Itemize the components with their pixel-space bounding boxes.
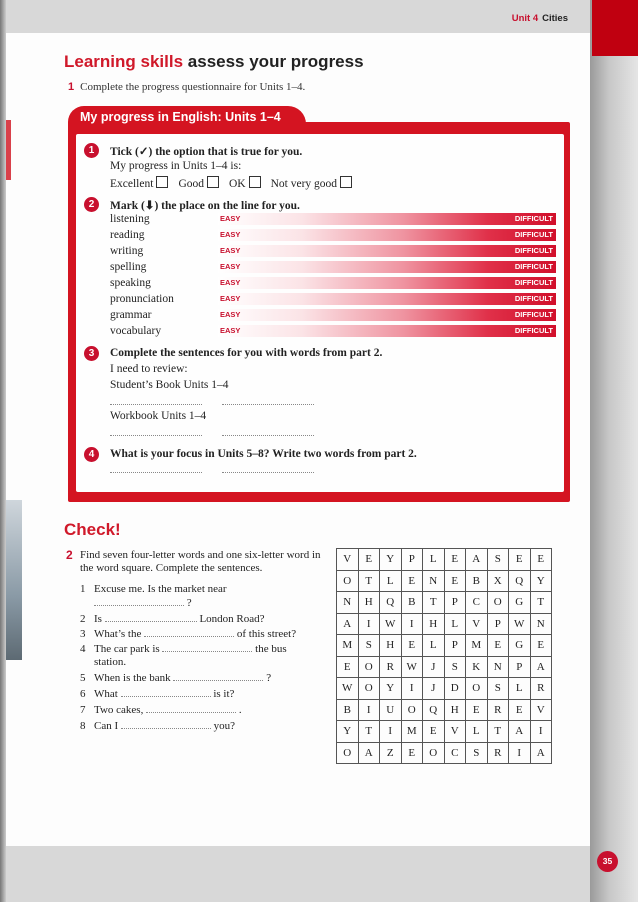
answer-gap[interactable]: [162, 642, 252, 652]
skill-speaking: speaking: [110, 277, 151, 289]
word-square-cell[interactable]: R: [530, 678, 552, 700]
title-rest: assess your progress: [187, 52, 364, 71]
margin-color-strip: [6, 120, 11, 180]
easy-label: EASY: [220, 294, 241, 303]
word-square-cell[interactable]: X: [487, 570, 509, 592]
scale-bar-pronunciation[interactable]: [218, 293, 556, 305]
word-square-cell[interactable]: B: [337, 699, 359, 721]
answer-gap[interactable]: [105, 612, 197, 622]
progress-options: [110, 176, 362, 190]
word-square-cell[interactable]: A: [358, 742, 380, 764]
word-square-cell[interactable]: E: [444, 549, 466, 571]
word-square-cell[interactable]: T: [530, 592, 552, 614]
word-square-cell[interactable]: P: [444, 592, 466, 614]
word-square-cell[interactable]: Y: [380, 678, 402, 700]
skill-writing: writing: [110, 245, 144, 257]
word-square-cell[interactable]: A: [530, 656, 552, 678]
word-square-cell[interactable]: E: [487, 635, 509, 657]
word-square-cell[interactable]: E: [401, 570, 423, 592]
word-square-cell[interactable]: P: [444, 635, 466, 657]
option-excellent-checkbox[interactable]: [156, 176, 168, 188]
answer-gap[interactable]: [146, 703, 236, 713]
word-square-cell[interactable]: I: [530, 721, 552, 743]
scale-bar-speaking[interactable]: [218, 277, 556, 289]
word-square-cell[interactable]: M: [401, 721, 423, 743]
word-square-cell[interactable]: Q: [509, 570, 531, 592]
answer-gap[interactable]: [121, 719, 211, 729]
word-square-cell[interactable]: H: [423, 613, 445, 635]
scale-bar-listening[interactable]: [218, 213, 556, 225]
option-ok-checkbox[interactable]: [249, 176, 261, 188]
word-square-cell[interactable]: Y: [530, 570, 552, 592]
word-square-cell[interactable]: B: [401, 592, 423, 614]
word-square-cell[interactable]: U: [380, 699, 402, 721]
section-1-number: 1: [84, 143, 99, 158]
word-square-cell[interactable]: E: [530, 635, 552, 657]
word-square-cell[interactable]: P: [509, 656, 531, 678]
word-square-cell[interactable]: D: [444, 678, 466, 700]
word-square-cell[interactable]: M: [466, 635, 488, 657]
word-square-cell[interactable]: V: [337, 549, 359, 571]
word-square-cell[interactable]: V: [530, 699, 552, 721]
sentence-4: 4 The car park is the bus: [80, 643, 287, 655]
word-square-cell[interactable]: C: [444, 742, 466, 764]
word-square-cell[interactable]: A: [509, 721, 531, 743]
word-square-cell[interactable]: Y: [380, 549, 402, 571]
word-square-cell[interactable]: L: [509, 678, 531, 700]
word-square-cell[interactable]: E: [530, 549, 552, 571]
word-square-row: [337, 656, 552, 678]
word-square: [336, 548, 552, 764]
skill-grammar: grammar: [110, 309, 152, 321]
scale-bar-spelling[interactable]: [218, 261, 556, 273]
word-square-cell[interactable]: W: [337, 678, 359, 700]
easy-label: EASY: [220, 278, 241, 287]
word-square-row: [337, 678, 552, 700]
scale-bar-reading[interactable]: [218, 229, 556, 241]
sentence-8: 8 Can I you?: [80, 720, 236, 732]
option-good-checkbox[interactable]: [207, 176, 219, 188]
section-3-heading: Complete the sentences for you with words from part 2.: [110, 347, 383, 359]
word-square-cell[interactable]: N: [530, 613, 552, 635]
word-square-cell[interactable]: Q: [380, 592, 402, 614]
answer-gap[interactable]: [94, 596, 184, 606]
exercise-number: 2: [66, 548, 73, 562]
word-square-cell[interactable]: W: [380, 613, 402, 635]
difficult-label: DIFFICULT: [514, 326, 553, 335]
word-square-cell[interactable]: P: [401, 549, 423, 571]
section-4-number: 4: [84, 447, 99, 462]
word-square-row: [337, 592, 552, 614]
word-square-cell[interactable]: L: [423, 635, 445, 657]
word-square-cell[interactable]: O: [337, 570, 359, 592]
word-square-row: [337, 635, 552, 657]
section-2-heading: Mark (⬇) the place on the line for you.: [110, 200, 300, 212]
section-1-heading: Tick (✓) the option that is true for you.: [110, 146, 303, 158]
skill-vocabulary: vocabulary: [110, 325, 162, 337]
page-edge: [590, 0, 638, 902]
section-3-line-2: Student’s Book Units 1–4: [110, 379, 229, 391]
word-square-cell[interactable]: V: [466, 613, 488, 635]
answer-gap[interactable]: [144, 627, 234, 637]
word-square-cell[interactable]: I: [401, 613, 423, 635]
word-square-cell[interactable]: I: [401, 678, 423, 700]
easy-label: EASY: [220, 310, 241, 319]
word-square-cell[interactable]: O: [466, 678, 488, 700]
section-4-heading: What is your focus in Units 5–8? Write two words from part 2.: [110, 448, 417, 460]
word-square-cell[interactable]: E: [401, 635, 423, 657]
word-square-cell[interactable]: O: [358, 678, 380, 700]
word-square-cell[interactable]: J: [423, 678, 445, 700]
word-square-cell[interactable]: E: [423, 721, 445, 743]
word-square-cell[interactable]: O: [401, 699, 423, 721]
chapter-label: Cities: [542, 13, 568, 24]
word-square-cell[interactable]: E: [509, 699, 531, 721]
sentence-1-gap: ?: [94, 596, 192, 609]
title-highlight: Learning skills: [64, 52, 184, 71]
section-2-number: 2: [84, 197, 99, 212]
word-square-cell[interactable]: B: [466, 570, 488, 592]
answer-line[interactable]: [110, 435, 202, 436]
word-square-cell[interactable]: R: [487, 699, 509, 721]
word-square-cell[interactable]: H: [358, 592, 380, 614]
questionnaire-title: My progress in English: Units 1–4: [80, 110, 281, 124]
exercise-text: Find seven four-letter words and one six-letter word in the word square. Complete the sentences.: [80, 549, 321, 574]
word-square-cell[interactable]: E: [444, 570, 466, 592]
difficult-label: DIFFICULT: [514, 262, 553, 271]
easy-label: EASY: [220, 262, 241, 271]
word-square-cell[interactable]: L: [380, 570, 402, 592]
easy-label: EASY: [220, 230, 241, 239]
word-square-cell[interactable]: R: [380, 656, 402, 678]
skill-spelling: spelling: [110, 261, 147, 273]
sentence-7: 7 Two cakes, .: [80, 704, 242, 716]
footer-band: [6, 846, 590, 902]
sentence-3: 3 What’s the of this street?: [80, 628, 297, 640]
word-square-cell[interactable]: N: [423, 570, 445, 592]
questionnaire-tab: [68, 106, 306, 128]
word-square-cell[interactable]: H: [380, 635, 402, 657]
skill-listening: listening: [110, 213, 150, 225]
scale-bar-writing[interactable]: [218, 245, 556, 257]
word-square-cell[interactable]: S: [358, 635, 380, 657]
word-square-cell[interactable]: L: [423, 549, 445, 571]
answer-line[interactable]: [110, 472, 202, 473]
section-3-number: 3: [84, 346, 99, 361]
easy-label: EASY: [220, 246, 241, 255]
word-square-cell[interactable]: O: [487, 592, 509, 614]
header-band: [6, 0, 590, 33]
word-square-cell[interactable]: O: [423, 742, 445, 764]
page-number: 35: [597, 851, 618, 872]
answer-line[interactable]: [110, 404, 202, 405]
word-square-row: [337, 699, 552, 721]
word-square-cell[interactable]: I: [358, 613, 380, 635]
exercise-text: Complete the progress questionnaire for Units 1–4.: [80, 81, 306, 93]
check-heading: Check!: [64, 520, 121, 539]
word-square-cell[interactable]: T: [423, 592, 445, 614]
word-square-row: [337, 549, 552, 571]
word-square-cell[interactable]: E: [509, 549, 531, 571]
running-header: [512, 13, 568, 24]
word-square-row: [337, 721, 552, 743]
word-square-cell[interactable]: A: [466, 549, 488, 571]
difficult-label: DIFFICULT: [514, 246, 553, 255]
word-square-cell[interactable]: S: [444, 656, 466, 678]
exercise-1-instruction: [68, 81, 305, 93]
scale-bar-grammar[interactable]: [218, 309, 556, 321]
word-square-cell[interactable]: G: [509, 635, 531, 657]
word-square-cell[interactable]: W: [401, 656, 423, 678]
word-square-row: [337, 570, 552, 592]
difficult-label: DIFFICULT: [514, 278, 553, 287]
scale-bar-vocabulary[interactable]: [218, 325, 556, 337]
answer-gap[interactable]: [121, 687, 211, 697]
section-1-line: My progress in Units 1–4 is:: [110, 160, 242, 172]
word-square-cell[interactable]: R: [487, 742, 509, 764]
word-square-cell[interactable]: Q: [423, 699, 445, 721]
option-good-label: Good: [178, 178, 204, 190]
answer-line[interactable]: [222, 435, 314, 436]
word-square-cell[interactable]: N: [337, 592, 359, 614]
answer-line[interactable]: [222, 472, 314, 473]
word-square-cell[interactable]: E: [358, 549, 380, 571]
word-square-cell[interactable]: W: [509, 613, 531, 635]
word-square-cell[interactable]: C: [466, 592, 488, 614]
word-square-cell[interactable]: E: [466, 699, 488, 721]
word-square-cell[interactable]: A: [337, 613, 359, 635]
sentence-6: 6 What is it?: [80, 688, 235, 700]
option-ok-label: OK: [229, 178, 246, 190]
word-square-cell[interactable]: M: [337, 635, 359, 657]
difficult-label: DIFFICULT: [514, 310, 553, 319]
easy-label: EASY: [220, 214, 241, 223]
word-square-cell[interactable]: O: [337, 742, 359, 764]
sentence-2: 2 Is London Road?: [80, 613, 265, 625]
sentence-5: 5 When is the bank ?: [80, 672, 272, 684]
option-not-very-good-checkbox[interactable]: [340, 176, 352, 188]
word-square-cell[interactable]: T: [358, 721, 380, 743]
option-not-very-good-label: Not very good: [270, 178, 338, 190]
difficult-label: DIFFICULT: [514, 294, 553, 303]
word-square-cell[interactable]: S: [487, 549, 509, 571]
word-square-cell[interactable]: S: [466, 742, 488, 764]
word-square-cell[interactable]: S: [487, 678, 509, 700]
word-square-cell[interactable]: I: [380, 721, 402, 743]
sentence-4-cont: station.: [94, 656, 127, 668]
word-square-cell[interactable]: L: [444, 613, 466, 635]
exercise-number: 1: [68, 81, 75, 93]
word-square-cell[interactable]: P: [487, 613, 509, 635]
difficult-label: DIFFICULT: [514, 230, 553, 239]
skill-reading: reading: [110, 229, 145, 241]
option-excellent-label: Excellent: [110, 178, 154, 190]
section-3-line-3: Workbook Units 1–4: [110, 410, 207, 422]
unit-color-tab: [592, 0, 638, 56]
word-square-row: [337, 742, 552, 764]
margin-photo: [6, 500, 22, 660]
answer-gap[interactable]: [173, 671, 263, 681]
word-square-cell[interactable]: G: [509, 592, 531, 614]
word-square-cell[interactable]: J: [423, 656, 445, 678]
word-square-cell[interactable]: E: [401, 742, 423, 764]
word-square-cell[interactable]: I: [509, 742, 531, 764]
answer-line[interactable]: [222, 404, 314, 405]
unit-label: Unit 4: [511, 13, 539, 24]
word-square-cell[interactable]: Z: [380, 742, 402, 764]
section-3-line-1: I need to review:: [110, 363, 188, 375]
word-square-cell[interactable]: T: [358, 570, 380, 592]
sentence-1: 1 Excuse me. Is the market near: [80, 583, 227, 595]
word-square-row: [337, 613, 552, 635]
word-square-cell[interactable]: E: [337, 656, 359, 678]
word-square-cell[interactable]: K: [466, 656, 488, 678]
word-square-cell[interactable]: N: [487, 656, 509, 678]
word-square-cell[interactable]: O: [358, 656, 380, 678]
difficult-label: DIFFICULT: [514, 214, 553, 223]
skill-pronunciation: pronunciation: [110, 293, 174, 305]
word-square-cell[interactable]: V: [444, 721, 466, 743]
word-square-cell[interactable]: T: [487, 721, 509, 743]
easy-label: EASY: [220, 326, 241, 335]
word-square-cell[interactable]: L: [466, 721, 488, 743]
word-square-cell[interactable]: I: [358, 699, 380, 721]
word-square-cell[interactable]: A: [530, 742, 552, 764]
page: [6, 0, 590, 902]
page-title: [64, 52, 364, 72]
word-square-cell[interactable]: H: [444, 699, 466, 721]
word-square-cell[interactable]: Y: [337, 721, 359, 743]
